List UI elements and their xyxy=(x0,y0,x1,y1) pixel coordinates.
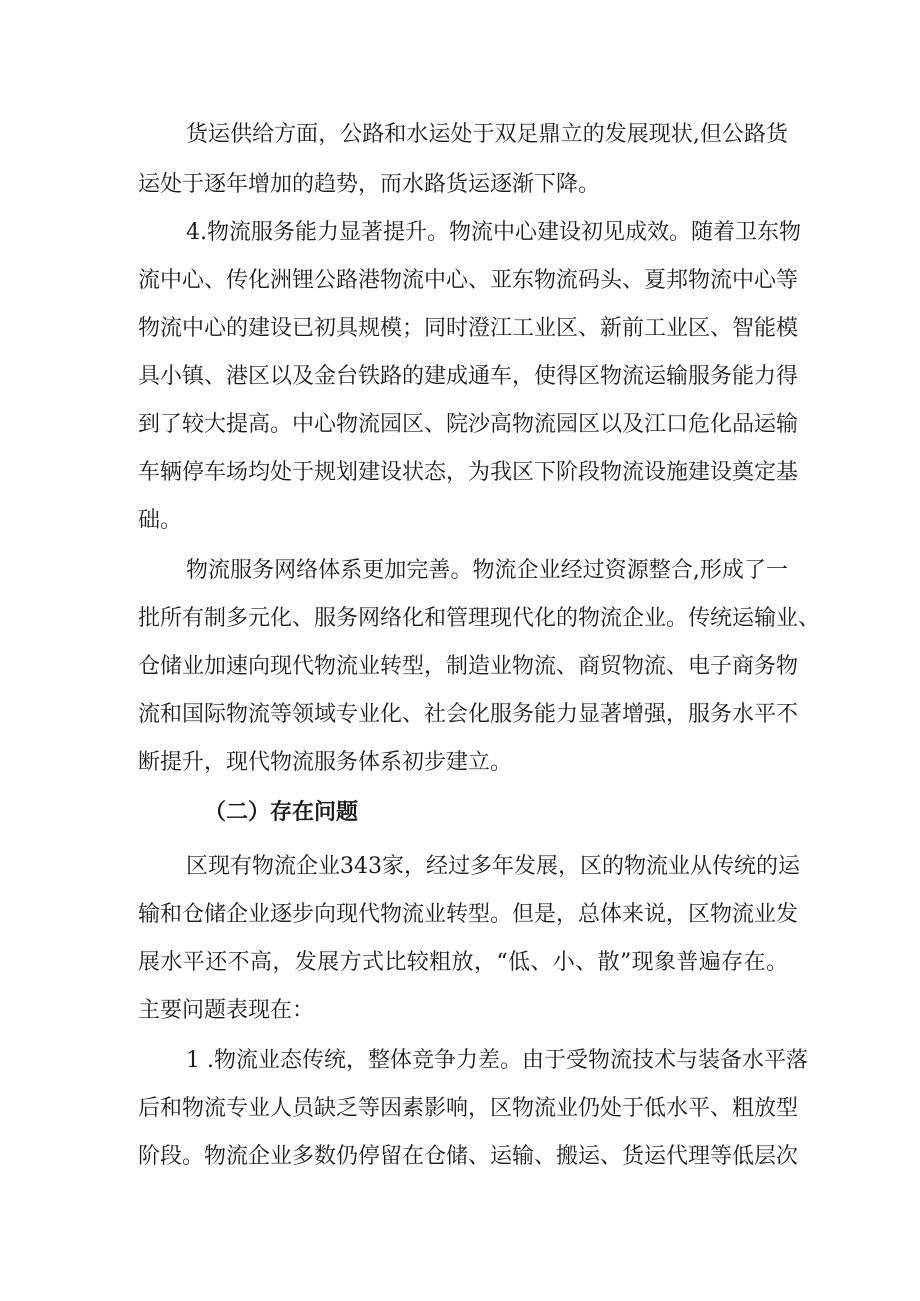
text-line: 展水平还不高，发展方式比较粗放，“低、小、散”现象普遍存在。 xyxy=(138,950,788,975)
text-line: 4.物流服务能力显著提升。物流中心建设初见成效。随着卫东物 xyxy=(186,220,801,245)
text-line: 阶段。物流企业多数仍停留在仓储、运输、搬运、货运代理等低层次 xyxy=(138,1144,799,1169)
text-line: 后和物流专业人员缺乏等因素影响，区物流业仍处于低水平、粗放型 xyxy=(138,1096,799,1121)
text-line: 物流中心的建设已初具规模；同时澄江工业区、新前工业区、智能模 xyxy=(138,316,799,341)
text-line: 流和国际物流等领域专业化、社会化服务能力显著增强，服务水平不 xyxy=(138,702,799,727)
text-line: 仓储业加速向现代物流业转型，制造业物流、商贸物流、电子商务物 xyxy=(138,654,799,679)
text-line: 主要问题表现在： xyxy=(138,998,315,1023)
text-line: 断提升，现代物流服务体系初步建立。 xyxy=(138,750,513,775)
text-line: 具小镇、港区以及金台铁路的建成通车，使得区物流运输服务能力得 xyxy=(138,364,799,389)
text-line: 物流服务网络体系更加完善。物流企业经过资源整合,形成了一 xyxy=(186,558,788,583)
text-line: 1 .物流业态传统，整体竞争力差。由于受物流技术与装备水平落 xyxy=(186,1048,808,1073)
section-heading: （二）存在问题 xyxy=(204,800,359,825)
text-line: 础。 xyxy=(138,508,183,533)
text-line: 输和仓储企业逐步向现代物流业转型。但是，总体来说，区物流业发 xyxy=(138,902,799,927)
text-line: 车辆停车场均处于规划建设状态，为我区下阶段物流设施建设奠定基 xyxy=(138,460,799,485)
text-line: 批所有制多元化、服务网络化和管理现代化的物流企业。传统运输业、 xyxy=(138,606,821,631)
text-line: 到了较大提高。中心物流园区、院沙高物流园区以及江口危化品运输 xyxy=(138,412,799,437)
text-line: 运处于逐年增加的趋势，而水路货运逐渐下降。 xyxy=(138,172,601,197)
text-line: 流中心、传化洲锂公路港物流中心、亚东物流码头、夏邦物流中心等 xyxy=(138,268,799,293)
text-line: 区现有物流企业343家，经过多年发展，区的物流业从传统的运 xyxy=(186,854,800,879)
text-line: 货运供给方面，公路和水运处于双足鼎立的发展现状,但公路货 xyxy=(186,122,788,147)
